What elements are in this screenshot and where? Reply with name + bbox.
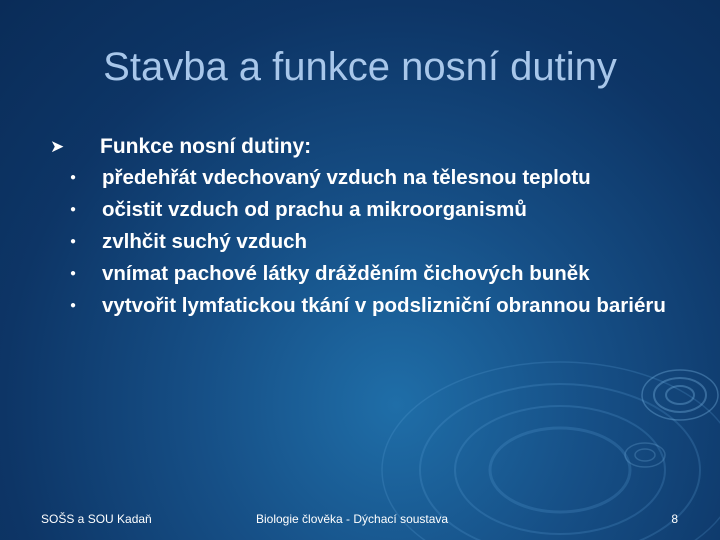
list-item-text: zvlhčit suchý vzduch	[102, 230, 308, 253]
footer-school: SOŠS a SOU Kadaň	[41, 512, 152, 526]
list-item	[70, 194, 700, 226]
list-item	[70, 290, 700, 322]
main-bullet	[50, 132, 700, 162]
dot-bullet-icon: ●	[70, 236, 77, 247]
main-bullet-text: Funkce nosní dutiny:	[100, 135, 312, 158]
list-item-text: očistit vzduch od prachu a mikroorganismů	[102, 198, 527, 221]
footer-course: Biologie člověka - Dýchací soustava	[256, 512, 449, 526]
dot-bullet-icon: ●	[70, 300, 77, 311]
dot-bullet-icon: ●	[70, 172, 77, 183]
function-list	[50, 162, 700, 322]
slide-title: Stavba a funkce nosní dutiny	[103, 45, 617, 89]
list-item	[70, 226, 700, 258]
list-item	[70, 162, 700, 194]
slide-content	[50, 132, 700, 322]
list-item	[70, 258, 700, 290]
list-item-text: předehřát vdechovaný vzduch na tělesnou teplotu	[102, 166, 591, 189]
list-item-text: vytvořit lymfatickou tkání v podslizniční obrannou bariéru	[102, 294, 666, 317]
dot-bullet-icon: ●	[70, 268, 77, 279]
page-number: 8	[671, 512, 678, 526]
dot-bullet-icon: ●	[70, 204, 77, 215]
list-item-text: vnímat pachové látky drážděním čichových buněk	[102, 262, 590, 285]
arrow-bullet-icon: ➤	[50, 137, 65, 156]
